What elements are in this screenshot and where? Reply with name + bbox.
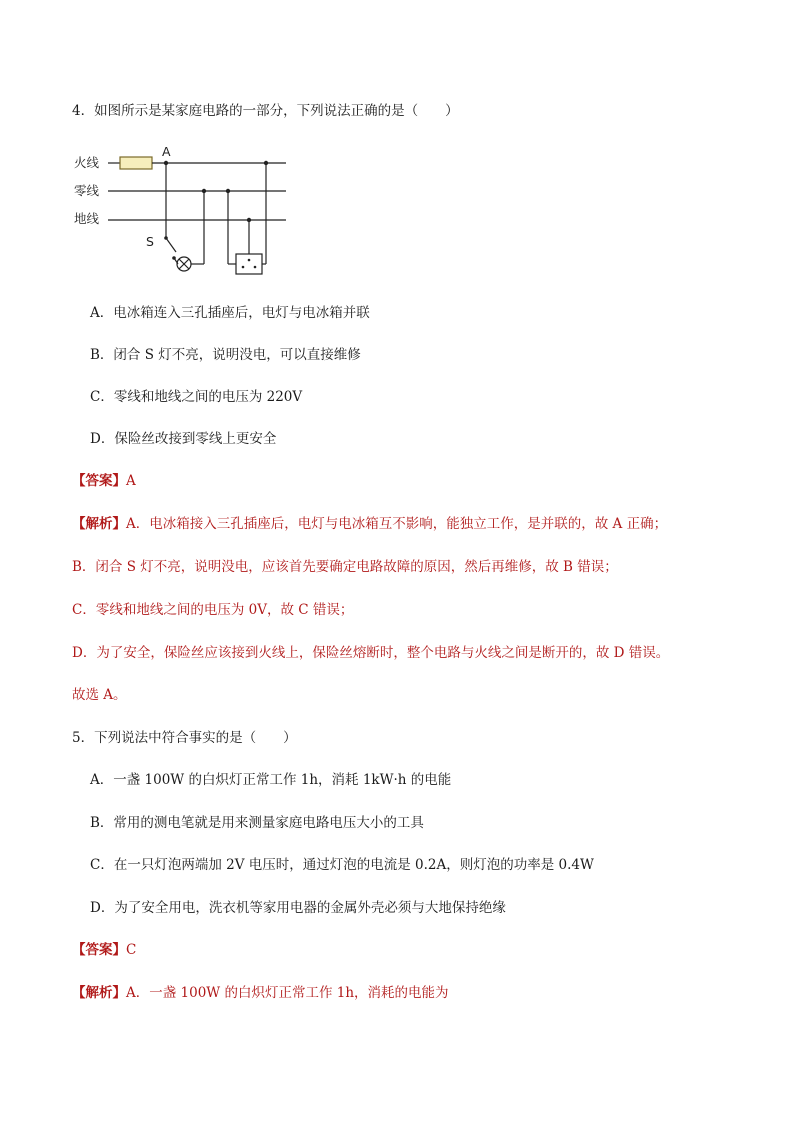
junction-a [164,161,168,165]
junction-neutral-lamp [202,189,206,193]
q4-conclusion: 故选 A。 [72,687,127,703]
neutral-wire-label: 零线 [74,183,100,198]
switch-blade [166,238,176,252]
q5-analysis-line-1 [72,984,449,1002]
q4-analysis-text-1: A．电冰箱接入三孔插座后，电灯与电冰箱互不影响，能独立工作，是并联的，故 A 正确； [126,516,668,532]
q5-analysis-text-1: A．一盏 100W 的白炽灯正常工作 1h，消耗的电能为 [126,985,449,1001]
q5-answer-value: C [126,942,137,958]
q4-analysis-line-4: D．为了安全，保险丝应该接到火线上，保险丝熔断时，整个电路与火线之间是断开的，故 D 错误。 [72,645,670,661]
q4-analysis-line-3: C．零线和地线之间的电压为 0V，故 C 错误； [72,602,354,618]
junction-live-socket [264,161,268,165]
socket-hole-top [248,259,251,262]
switch-label: S [146,234,154,249]
q5-analysis-tag: 【解析】 [72,985,126,1001]
q4-answer [72,472,136,490]
q4-option-b: B．闭合 S 灯不亮，说明没电，可以直接维修 [90,347,361,363]
junction-ground-socket [247,218,251,222]
q4-answer-value: A [126,473,136,489]
household-circuit-diagram [72,140,312,280]
question-5-stem: 5．下列说法中符合事实的是（ ） [72,730,297,746]
socket-hole-right [254,266,257,269]
q4-analysis-tag: 【解析】 [72,516,126,532]
q5-option-b: B．常用的测电笔就是用来测量家庭电路电压大小的工具 [90,815,424,831]
q5-option-d: D．为了安全用电，洗衣机等家用电器的金属外壳必须与大地保持绝缘 [90,900,506,916]
q4-option-d: D．保险丝改接到零线上更安全 [90,431,277,447]
fuse-icon [120,157,152,169]
point-a-label: A [162,144,171,159]
live-wire-label: 火线 [74,155,100,170]
q5-answer [72,941,136,959]
q4-option-a: A．电冰箱连入三孔插座后，电灯与电冰箱并联 [90,305,370,321]
switch-pivot [164,236,168,240]
socket-hole-left [242,266,245,269]
q4-option-c: C．零线和地线之间的电压为 220V [90,389,303,405]
junction-neutral-socket [226,189,230,193]
switch-contact [172,256,176,260]
q4-analysis-line-1 [72,515,667,533]
q5-option-c: C．在一只灯泡两端加 2V 电压时，通过灯泡的电流是 0.2A，则灯泡的功率是 0.4W [90,857,594,873]
three-hole-socket-icon [236,254,262,274]
q5-answer-tag: 【答案】 [72,942,126,958]
question-4-stem: 4．如图所示是某家庭电路的一部分，下列说法正确的是（ ） [72,103,459,119]
q5-option-a: A．一盏 100W 的白炽灯正常工作 1h，消耗 1kW·h 的电能 [90,772,452,788]
q4-analysis-line-2: B．闭合 S 灯不亮，说明没电，应该首先要确定电路故障的原因，然后再维修，故 B 错误； [72,559,618,575]
ground-wire-label: 地线 [74,211,100,226]
q4-answer-tag: 【答案】 [72,473,126,489]
